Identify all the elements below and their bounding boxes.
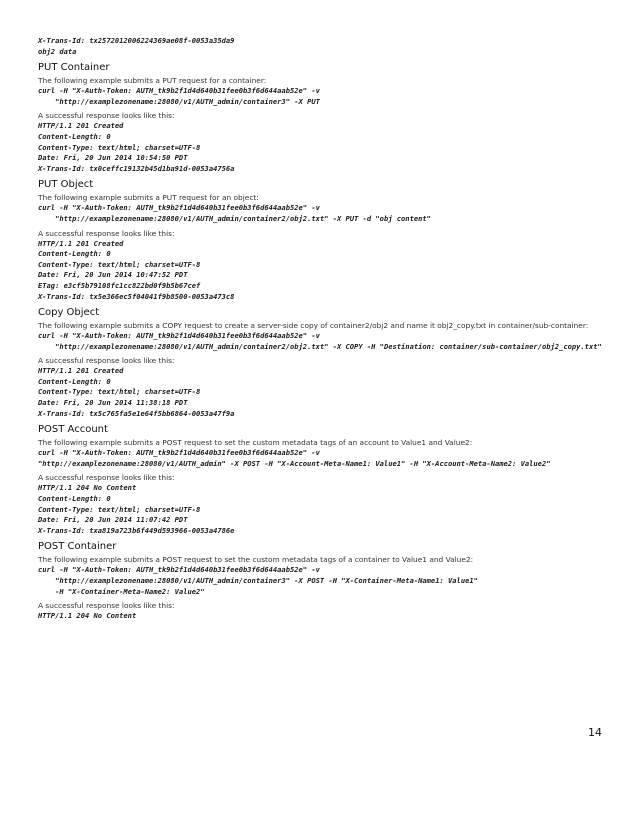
code-line: curl -H "X-Auth-Token: AUTH_tk9b2f1d4d640b31fee0b3f6d644aab52e" -v [38,86,320,96]
code-line: Date: Fri, 20 Jun 2014 10:54:50 PDT [38,153,188,163]
code-line: Content-Type: text/html; charset=UTF-8 [38,387,201,397]
code-block [38,366,608,419]
code-line: X-Trans-Id: tx5e366ec5f04041f9b8500-0053a473c8 [38,291,235,301]
code-block [38,203,608,224]
code-line: Content-Length: 0 [38,376,111,386]
section-heading: Copy Object [38,307,100,319]
paragraph: A successful response looks like this: [38,473,175,483]
code-block [38,239,608,303]
code-line: HTTP/1.1 204 No Content [38,611,137,621]
section-heading: POST Account [38,424,108,436]
paragraph: The following example submits a COPY request to create a server-side copy of container2/obj2 and name it obj2_copy.txt in container/sub-container: [38,321,589,331]
code-line: -H "X-Container-Meta-Name2: Value2" [38,586,205,596]
code-line: curl -H "X-Auth-Token: AUTH_tk9b2f1d4d640b31fee0b3f6d644aab52e" -v [38,565,320,575]
code-line: "http://examplezonename:28080/v1/AUTH_admin" -X POST -H "X-Account-Meta-Name1: Value1" -H "X-Account-Meta-Name2: Value2" [38,458,551,468]
code-line: curl -H "X-Auth-Token: AUTH_tk9b2f1d4d640b31fee0b3f6d644aab52e" -v [38,448,320,458]
code-block [38,121,608,174]
document-page [38,36,608,622]
code-line: Content-Length: 0 [38,249,111,259]
page-number: 14 [588,726,602,739]
code-line: curl -H "X-Auth-Token: AUTH_tk9b2f1d4d640b31fee0b3f6d644aab52e" -v [38,203,320,213]
code-line: X-Trans-Id: tx0ceffc19132b45d1ba91d-0053a4756a [38,163,235,173]
code-line: X-Trans-Id: tx5c765fa5e1e64f5bb6864-0053a47f9a [38,408,235,418]
code-block [38,331,608,352]
code-line: "http://examplezonename:28080/v1/AUTH_admin/container3" -X POST -H "X-Container-Meta-Name1: Value1" [38,576,478,585]
paragraph: A successful response looks like this: [38,601,175,611]
code-line: Content-Length: 0 [38,494,111,504]
paragraph: The following example submits a POST request to set the custom metadata tags of a container to Value1 and Value2: [38,555,474,565]
paragraph: A successful response looks like this: [38,228,175,238]
code-line: Date: Fri, 20 Jun 2014 11:38:18 PDT [38,398,188,408]
section-heading: PUT Object [38,179,94,191]
code-block [38,565,608,597]
paragraph: A successful response looks like this: [38,356,175,366]
code-block [38,448,608,469]
code-block [38,611,608,622]
code-line: Content-Length: 0 [38,131,111,141]
paragraph: The following example submits a PUT request for a container: [38,76,267,86]
code-block [38,483,608,536]
code-line: "http://examplezonename:28080/v1/AUTH_admin/container3" -X PUT [38,96,320,106]
code-line: HTTP/1.1 204 No Content [38,483,137,493]
code-line: HTTP/1.1 201 Created [38,121,124,131]
code-line: Content-Type: text/html; charset=UTF-8 [38,259,201,269]
section-heading: PUT Container [38,62,110,74]
code-block [38,36,608,57]
paragraph: The following example submits a POST request to set the custom metadata tags of an account to Value1 and Value2: [38,438,473,448]
section-heading: POST Container [38,541,117,553]
code-block [38,86,608,107]
code-line: Content-Type: text/html; charset=UTF-8 [38,142,201,152]
code-line: HTTP/1.1 201 Created [38,366,124,376]
code-line: "http://examplezonename:28080/v1/AUTH_admin/container2/obj2.txt" -X COPY -H "Destination: container/sub-container/obj2_copy.txt" [38,341,602,351]
code-line: "http://examplezonename:28080/v1/AUTH_admin/container2/obj2.txt" -X PUT -d "obj content" [38,213,431,223]
paragraph: The following example submits a PUT request for an object: [38,193,259,203]
code-line: curl -H "X-Auth-Token: AUTH_tk9b2f1d4d640b31fee0b3f6d644aab52e" -v [38,331,320,341]
code-line: Date: Fri, 20 Jun 2014 11:07:42 PDT [38,515,188,525]
code-line: HTTP/1.1 201 Created [38,238,124,248]
paragraph: A successful response looks like this: [38,111,175,121]
code-line: Date: Fri, 20 Jun 2014 10:47:52 PDT [38,270,188,280]
code-line: ETag: e3cf5b79108fc1cc822bd0f9b5b67cef [38,280,201,290]
code-line: obj2 data [38,46,77,56]
code-line: X-Trans-Id: tx2572012006224369ae08f-0053a35da9 [38,36,235,45]
code-line: Content-Type: text/html; charset=UTF-8 [38,504,201,514]
code-line: X-Trans-Id: txa819a723b6f449d593966-0053a4786e [38,525,235,535]
